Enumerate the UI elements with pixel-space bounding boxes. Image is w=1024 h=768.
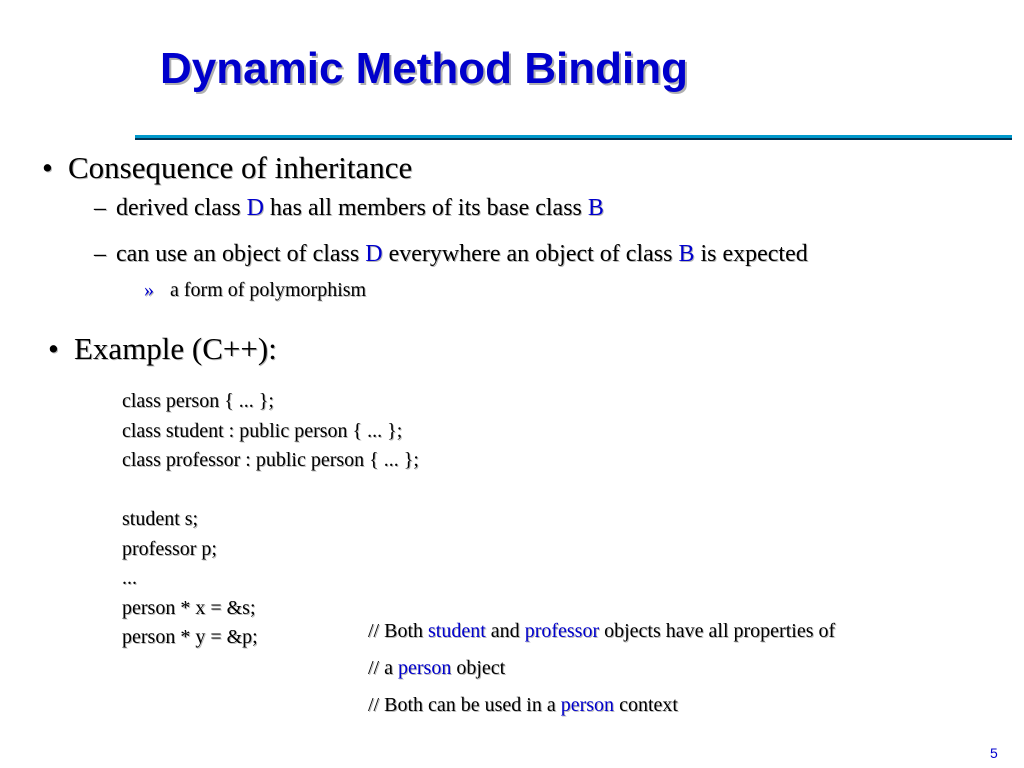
class-name-b: B <box>678 241 695 267</box>
text-segment: // Both <box>368 620 424 642</box>
text-segment: is expected <box>700 241 808 267</box>
text-segment: // Both can be used in a <box>368 694 556 716</box>
class-name-d: D <box>246 195 264 221</box>
text-segment: object <box>456 657 506 679</box>
sub-sub-bullet-polymorphism <box>144 279 366 302</box>
title-divider <box>135 135 1012 138</box>
dash-marker: – <box>94 241 106 267</box>
code-line: class professor : public person { ... }; <box>122 449 419 471</box>
code-line: professor p; <box>122 537 217 560</box>
highlight-student: student <box>428 620 486 642</box>
class-name-b: B <box>587 195 604 221</box>
code-line <box>122 476 419 506</box>
sub-bullet-derived-class <box>94 195 604 222</box>
code-line: person * x = &s; <box>122 596 256 619</box>
text-segment: everywhere an object of class <box>388 241 673 267</box>
slide-title: Dynamic Method Binding <box>160 44 688 93</box>
comment-line-2 <box>368 657 505 680</box>
sub-bullet-use-object <box>94 241 808 268</box>
code-block <box>122 387 419 653</box>
bullet-text: Consequence of inheritance <box>68 150 413 185</box>
class-name-d: D <box>365 241 383 267</box>
bullet-marker: • <box>48 331 59 366</box>
text-segment: // a <box>368 657 393 679</box>
bullet-consequence <box>42 150 412 186</box>
dash-marker: – <box>94 195 106 221</box>
highlight-person: person <box>560 694 615 716</box>
code-line: class person { ... }; <box>122 390 274 412</box>
comment-line-1 <box>368 620 835 643</box>
code-line: student s; <box>122 508 199 530</box>
page-number: 5 <box>990 745 998 761</box>
code-line: ... <box>122 567 137 589</box>
code-line: class student : public person { ... }; <box>122 419 403 442</box>
text-segment: has all members of its base class <box>269 195 582 221</box>
code-line: person * y = &p; <box>122 626 258 648</box>
text-segment: objects have all properties of <box>604 620 836 642</box>
bullet-marker: • <box>42 150 53 185</box>
highlight-person: person <box>398 657 452 679</box>
text-segment: and <box>490 620 520 642</box>
bullet-text: Example (C++): <box>74 331 277 366</box>
highlight-professor: professor <box>524 620 600 642</box>
text-segment: can use an object of class <box>116 241 360 267</box>
bullet-example <box>48 331 277 367</box>
text-segment: a form of polymorphism <box>170 279 367 301</box>
raquo-marker: » <box>144 279 154 301</box>
text-segment: context <box>619 694 678 716</box>
text-segment: derived class <box>116 195 241 221</box>
comment-line-3 <box>368 694 678 717</box>
